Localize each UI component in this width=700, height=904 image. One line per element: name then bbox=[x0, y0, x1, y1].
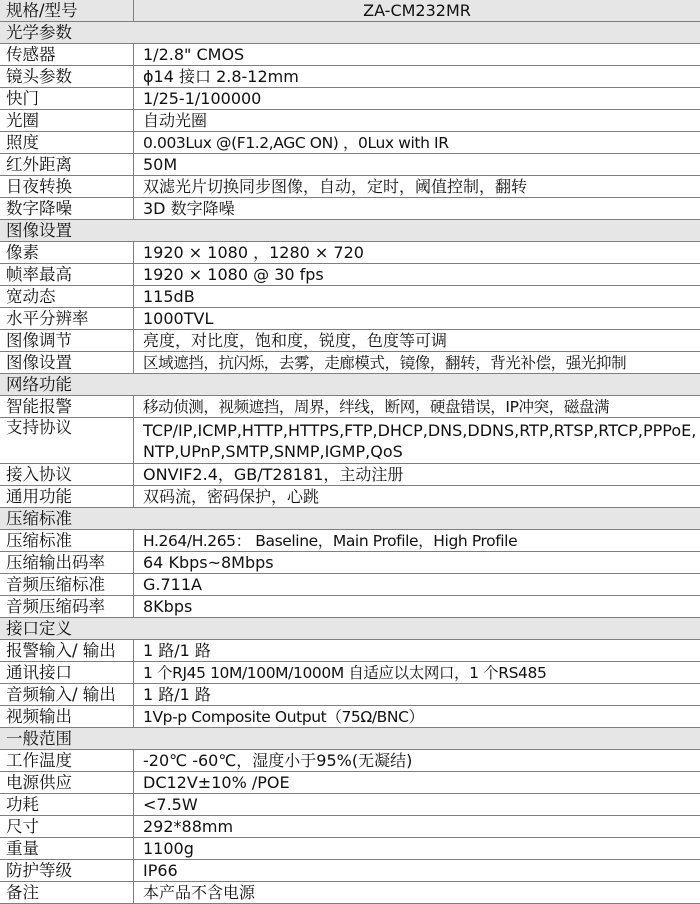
section-header-row bbox=[0, 618, 700, 640]
spec-value: 亮度，对比度，饱和度，锐度，色度等可调 bbox=[134, 330, 700, 352]
spec-label: 支持协议 bbox=[0, 418, 134, 464]
spec-value: 8Kbps bbox=[134, 596, 700, 618]
table-row bbox=[0, 286, 700, 308]
spec-label: 传感器 bbox=[0, 44, 134, 66]
spec-value: 1920 × 1080 @ 30 fps bbox=[134, 264, 700, 286]
spec-value: 1000TVL bbox=[134, 308, 700, 330]
spec-value: 64 Kbps~8Mbps bbox=[134, 552, 700, 574]
spec-value: 1/2.8" CMOS bbox=[134, 44, 700, 66]
spec-label: 压缩标准 bbox=[0, 530, 134, 552]
model-number: ZA-CM232MR bbox=[134, 0, 700, 22]
spec-label: 重量 bbox=[0, 838, 134, 860]
section-title: 接口定义 bbox=[0, 618, 134, 640]
spec-label: 宽动态 bbox=[0, 286, 134, 308]
table-row bbox=[0, 794, 700, 816]
table-row bbox=[0, 684, 700, 706]
section-title: 一般范围 bbox=[0, 728, 134, 750]
spec-value: 1 路/1 路 bbox=[134, 640, 700, 662]
spec-label: 电源供应 bbox=[0, 772, 134, 794]
spec-label: 数字降噪 bbox=[0, 198, 134, 220]
spec-label: 光圈 bbox=[0, 110, 134, 132]
spec-value: 自动光圈 bbox=[134, 110, 700, 132]
spec-label: 接入协议 bbox=[0, 464, 134, 486]
section-header-row bbox=[0, 728, 700, 750]
spec-label: 报警输入/ 输出 bbox=[0, 640, 134, 662]
table-row bbox=[0, 860, 700, 882]
spec-value: 1920 × 1080 ，1280 × 720 bbox=[134, 242, 700, 264]
spec-label: 像素 bbox=[0, 242, 134, 264]
section-title: 网络功能 bbox=[0, 374, 134, 396]
spec-value: -20℃ -60℃，湿度小于95%(无凝结) bbox=[134, 750, 700, 772]
spec-value: H.264/H.265： Baseline，Main Profile，High Profile bbox=[134, 530, 700, 552]
section-title: 压缩标准 bbox=[0, 508, 134, 530]
section-spacer bbox=[134, 618, 700, 640]
table-row bbox=[0, 552, 700, 574]
table-row bbox=[0, 750, 700, 772]
spec-label: 音频输入/ 输出 bbox=[0, 684, 134, 706]
table-row bbox=[0, 176, 700, 198]
table-row bbox=[0, 882, 700, 904]
table-row bbox=[0, 706, 700, 728]
spec-label: 红外距离 bbox=[0, 154, 134, 176]
spec-value: 115dB bbox=[134, 286, 700, 308]
spec-label: 图像调节 bbox=[0, 330, 134, 352]
table-row bbox=[0, 132, 700, 154]
spec-label: 智能报警 bbox=[0, 396, 134, 418]
spec-label: 音频压缩码率 bbox=[0, 596, 134, 618]
spec-value: 1 路/1 路 bbox=[134, 684, 700, 706]
spec-label: 镜头参数 bbox=[0, 66, 134, 88]
table-row bbox=[0, 772, 700, 794]
table-row bbox=[0, 530, 700, 552]
spec-value: 1 个RJ45 10M/100M/1000M 自适应以太网口，1 个RS485 bbox=[134, 662, 700, 684]
spec-value: 0.003Lux @(F1.2,AGC ON) ，0Lux with IR bbox=[134, 132, 700, 154]
spec-label: 通讯接口 bbox=[0, 662, 134, 684]
section-spacer bbox=[134, 22, 700, 44]
table-row bbox=[0, 396, 700, 418]
spec-label: 帧率最高 bbox=[0, 264, 134, 286]
table-row bbox=[0, 418, 700, 464]
spec-label: 视频输出 bbox=[0, 706, 134, 728]
spec-value: 双滤光片切换同步图像，自动，定时，阈值控制，翻转 bbox=[134, 176, 700, 198]
table-row bbox=[0, 816, 700, 838]
table-row bbox=[0, 574, 700, 596]
spec-label: 快门 bbox=[0, 88, 134, 110]
table-row bbox=[0, 596, 700, 618]
table-row bbox=[0, 352, 700, 374]
spec-value: 区域遮挡，抗闪烁，去雾，走廊模式，镜像，翻转，背光补偿，强光抑制 bbox=[134, 352, 700, 374]
spec-label: 工作温度 bbox=[0, 750, 134, 772]
spec-value: 双码流，密码保护，心跳 bbox=[134, 486, 700, 508]
section-spacer bbox=[134, 220, 700, 242]
section-spacer bbox=[134, 728, 700, 750]
table-row bbox=[0, 330, 700, 352]
spec-value: <7.5W bbox=[134, 794, 700, 816]
spec-label: 通用功能 bbox=[0, 486, 134, 508]
table-row bbox=[0, 66, 700, 88]
spec-label: 图像设置 bbox=[0, 352, 134, 374]
spec-label: 尺寸 bbox=[0, 816, 134, 838]
spec-value: DC12V±10% /POE bbox=[134, 772, 700, 794]
spec-label: 备注 bbox=[0, 882, 134, 904]
spec-value: 本产品不含电源 bbox=[134, 882, 700, 904]
table-row bbox=[0, 264, 700, 286]
spec-value: G.711A bbox=[134, 574, 700, 596]
section-title: 光学参数 bbox=[0, 22, 134, 44]
spec-value: TCP/IP,ICMP,HTTP,HTTPS,FTP,DHCP,DNS,DDNS,RTP,RTSP,RTCP,PPPoE,NTP,UPnP,SMTP,SNMP,IGMP,QoS bbox=[134, 418, 700, 464]
spec-value: 292*88mm bbox=[134, 816, 700, 838]
table-row bbox=[0, 662, 700, 684]
table-row bbox=[0, 640, 700, 662]
section-spacer bbox=[134, 508, 700, 530]
spec-value: ONVIF2.4，GB/T28181，主动注册 bbox=[134, 464, 700, 486]
spec-label: 照度 bbox=[0, 132, 134, 154]
table-row bbox=[0, 198, 700, 220]
section-header-row bbox=[0, 374, 700, 396]
spec-label: 日夜转换 bbox=[0, 176, 134, 198]
table-row bbox=[0, 154, 700, 176]
header-label: 规格/型号 bbox=[0, 0, 134, 22]
table-row bbox=[0, 464, 700, 486]
table-row bbox=[0, 242, 700, 264]
table-row bbox=[0, 486, 700, 508]
spec-value: 1Vp-p Composite Output（75Ω/BNC） bbox=[134, 706, 700, 728]
spec-label: 压缩输出码率 bbox=[0, 552, 134, 574]
table-row bbox=[0, 88, 700, 110]
spec-label: 功耗 bbox=[0, 794, 134, 816]
spec-value: 1100g bbox=[134, 838, 700, 860]
table-row bbox=[0, 110, 700, 132]
section-spacer bbox=[134, 374, 700, 396]
section-header-row bbox=[0, 22, 700, 44]
table-row bbox=[0, 308, 700, 330]
table-row bbox=[0, 44, 700, 66]
spec-value: ϕ14 接口 2.8-12mm bbox=[134, 66, 700, 88]
spec-value: 1/25-1/100000 bbox=[134, 88, 700, 110]
section-title: 图像设置 bbox=[0, 220, 134, 242]
spec-value: 移动侦测，视频遮挡，周界，绊线，断网，硬盘错误，IP冲突，磁盘满 bbox=[134, 396, 700, 418]
spec-label: 水平分辨率 bbox=[0, 308, 134, 330]
spec-label: 音频压缩标准 bbox=[0, 574, 134, 596]
section-header-row bbox=[0, 220, 700, 242]
section-header-row bbox=[0, 508, 700, 530]
table-header-row bbox=[0, 0, 700, 22]
spec-label: 防护等级 bbox=[0, 860, 134, 882]
spec-value: IP66 bbox=[134, 860, 700, 882]
spec-value: 50M bbox=[134, 154, 700, 176]
table-row bbox=[0, 838, 700, 860]
spec-value: 3D 数字降噪 bbox=[134, 198, 700, 220]
